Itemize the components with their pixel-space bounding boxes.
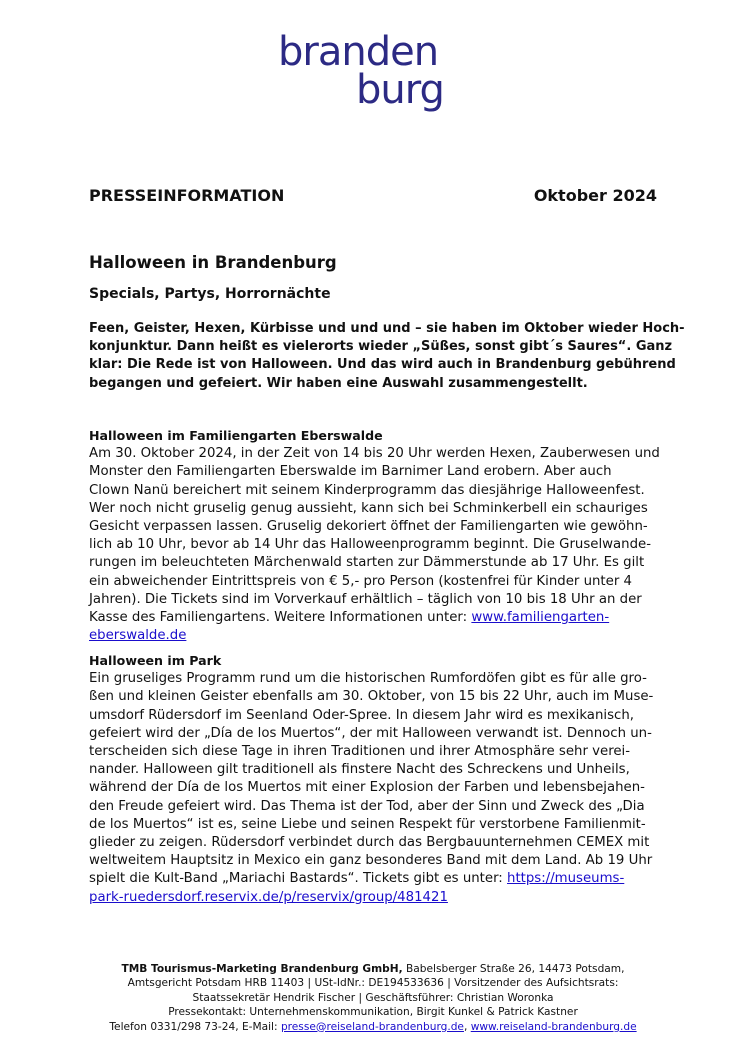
reservix-link[interactable]: https://museums-	[507, 871, 625, 887]
footer-separator: ,	[463, 1020, 471, 1033]
lead-line: konjunktur. Dann heißt es vielerorts wieder „Süßes, sonst gibt´s Saures“. Ganz	[89, 339, 673, 355]
familiengarten-link[interactable]: www.familiengarten-	[471, 610, 610, 626]
footer-line: Staatssekretär Hendrik Fischer | Geschäftsführer: Christian Woronka	[192, 991, 554, 1004]
footer-line: Pressekontakt: Unternehmenskommunikation, Birgit Kunkel & Patrick Kastner	[168, 1006, 578, 1019]
lead-line: klar: Die Rede ist von Halloween. Und das wird auch in Brandenburg gebührend	[89, 357, 676, 373]
press-header	[89, 186, 657, 205]
body-line: terscheiden sich diese Tage in ihren Traditionen und ihrer Atmosphäre sehr verei-	[89, 744, 631, 760]
body-line: während der Día de los Muertos mit einer Explosion der Farben und lebensbejahen-	[89, 780, 645, 796]
body-line: den Freude gefeiert wird. Das Thema ist der Tod, aber der Sinn und Zweck des „Dia	[89, 798, 645, 814]
body-line: Wer noch nicht gruselig genug aussieht, kann sich bei Schminkerbell ein schauriges	[89, 500, 648, 516]
body-line: umsdorf Rüdersdorf im Seenland Oder-Spree. In diesem Jahr wird es mexikanisch,	[89, 707, 634, 723]
body-text: Kasse des Familiengartens. Weitere Informationen unter:	[89, 610, 472, 626]
website-link[interactable]: www.reiseland-brandenburg.de	[470, 1020, 637, 1033]
body-line: Clown Nanü bereichert mit seinem Kinderprogramm das diesjährige Halloweenfest.	[89, 482, 645, 498]
body-text: spielt die Kult-Band „Mariachi Bastards“. Tickets gibt es unter:	[89, 871, 508, 887]
footer-address: Babelsberger Straße 26, 14473 Potsdam,	[402, 963, 625, 975]
footer-line: Amtsgericht Potsdam HRB 11403 | USt-IdNr.: DE194533636 | Vorsitzender des Aufsichtsrats:	[127, 977, 619, 990]
body-line: Monster den Familiengarten Eberswalde im Barnimer Land erobern. Aber auch	[89, 464, 612, 480]
footer-line	[60, 962, 686, 976]
brandenburg-logo	[278, 29, 468, 114]
body-line	[89, 889, 661, 907]
body-line: Gesicht verpassen lassen. Gruselig dekoriert öffnet der Familiengarten wie gewöhn-	[89, 519, 648, 535]
logo-text-line2: burg	[356, 67, 444, 113]
logo-text-line1: branden	[278, 29, 439, 75]
section-familiengarten	[89, 427, 661, 645]
body-line	[89, 609, 661, 627]
body-line: ein abweichender Eintrittspreis von € 5,- pro Person (kostenfrei für Kinder unter 4	[89, 573, 632, 589]
body-line: ßen und kleinen Geister ebenfalls am 30. Oktober, von 15 bis 22 Uhr, auch im Muse-	[89, 689, 654, 705]
page-subtitle: Specials, Partys, Horrornächte	[89, 286, 331, 302]
page-title: Halloween in Brandenburg	[89, 253, 337, 272]
body-line: de los Muertos“ ist es, seine Liebe und seinen Respekt für verstorbene Familienmit-	[89, 816, 646, 832]
body-line: gefeiert wird der „Día de los Muertos“, der mit Halloween verwandt ist. Dennoch un-	[89, 725, 652, 741]
section-heading: Halloween im Park	[89, 653, 222, 668]
body-line: glieder zu zeigen. Rüdersdorf verbindet durch das Bergbauunternehmen CEMEX mit	[89, 835, 650, 851]
lead-paragraph	[89, 320, 685, 393]
lead-line: Feen, Geister, Hexen, Kürbisse und und und – sie haben im Oktober wieder Hoch-	[89, 321, 685, 336]
press-date: Oktober 2024	[533, 186, 657, 205]
reservix-link-cont[interactable]: park-ruedersdorf.reservix.de/p/reservix/group/481421	[89, 889, 448, 905]
footer-phone: Telefon 0331/298 73-24, E-Mail:	[109, 1020, 281, 1033]
email-link[interactable]: presse@reiseland-brandenburg.de	[280, 1020, 464, 1033]
body-line: nander. Halloween gilt traditionell als finstere Nacht des Schreckens und Unheils,	[89, 762, 630, 778]
footer-company: TMB Tourismus-Marketing Brandenburg GmbH,	[121, 963, 403, 975]
footer-line	[60, 1020, 686, 1034]
body-line: rungen im beleuchteten Märchenwald starten zur Dämmerstunde ab 17 Uhr. Es gilt	[89, 555, 645, 571]
press-label: PRESSEINFORMATION	[89, 186, 285, 205]
body-line: weltweitem Hauptsitz in Mexico ein ganz besonderes Band mit dem Land. Ab 19 Uhr	[89, 853, 653, 869]
body-line: lich ab 10 Uhr, bevor ab 14 Uhr das Halloweenprogramm beginnt. Die Gruselwande-	[89, 537, 652, 553]
body-line: Jahren). Die Tickets sind im Vorverkauf erhältlich – täglich von 10 bis 18 Uhr an der	[89, 591, 642, 607]
section-heading: Halloween im Familiengarten Eberswalde	[89, 428, 383, 443]
familiengarten-link-cont[interactable]: eberswalde.de	[89, 628, 187, 644]
body-line: Am 30. Oktober 2024, in der Zeit von 14 bis 20 Uhr werden Hexen, Zauberwesen und	[89, 446, 660, 462]
body-line	[89, 870, 661, 888]
body-line	[89, 627, 661, 645]
lead-line: begangen und gefeiert. Wir haben eine Auswahl zusammengestellt.	[89, 375, 588, 391]
body-line: Ein gruseliges Programm rund um die historischen Rumfordöfen gibt es für alle gro-	[89, 671, 647, 687]
section-park	[89, 652, 661, 907]
footer	[60, 962, 686, 1034]
